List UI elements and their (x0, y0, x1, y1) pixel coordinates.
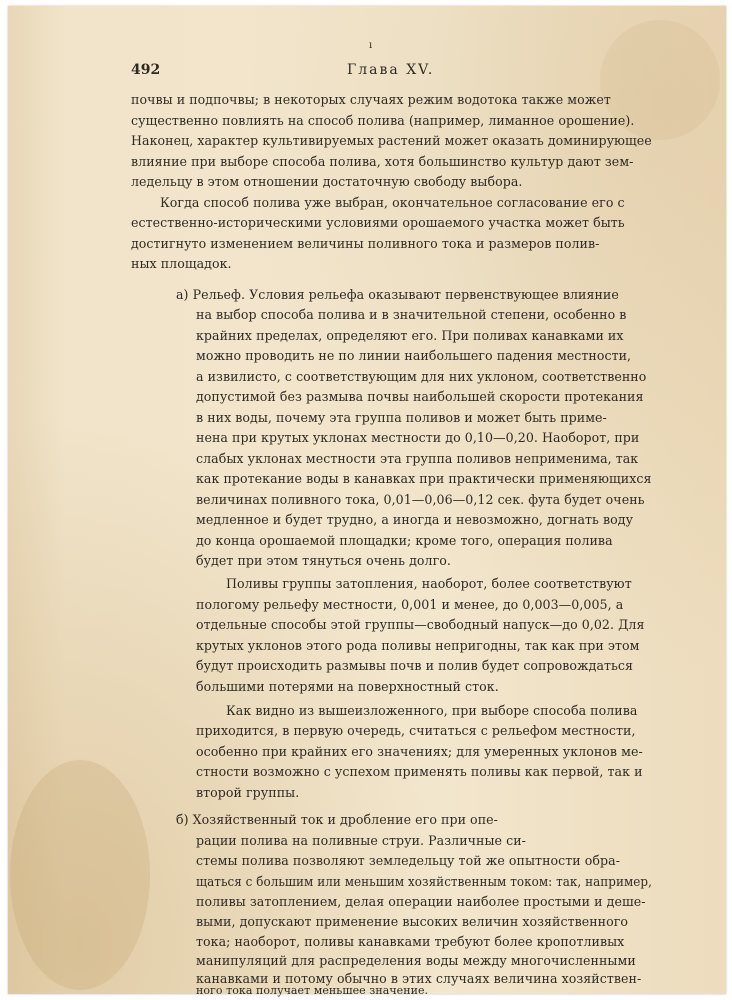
text-line: в них воды, почему эта группа поливов и может быть приме- (196, 410, 607, 425)
text-line: слабых уклонах местности эта группа поливов неприменима, так (196, 451, 639, 466)
text-line: стемы полива позволяют земледельцу той же опытности обра- (196, 853, 620, 868)
text-line: второй группы. (196, 785, 300, 800)
text-line: почвы и подпочвы; в некоторых случаях режим водотока также может (131, 92, 611, 107)
text-line: будет при этом тянуться очень долго. (196, 553, 451, 568)
text-line: канавками и потому обычно в этих случаях величина хозяйствен- (196, 971, 642, 986)
text-line: до конца орошаемой площадки; кроме того, операция полива (196, 533, 613, 548)
text-line: будут происходить размывы почв и полив будет сопровождаться (196, 658, 634, 673)
paper-stain (10, 760, 150, 990)
text-line: нена при крутых уклонах местности до 0,10—0,20. Наоборот, при (196, 430, 640, 445)
text-line: стности возможно с успехом применять поливы как первой, так и (196, 764, 643, 779)
text-line: а извилисто, с соответствующим для них уклоном, соответственно (196, 369, 647, 384)
text-line: поливы затоплением, делая операции наиболее простыми и деше- (196, 894, 646, 909)
text-line: ного тока получает меньшее значение. (196, 984, 429, 997)
text-line: как протекание воды в канавках при практически применяющихся (196, 471, 652, 486)
text-line: выми, допускают применение высоких величин хозяйственного (196, 914, 629, 929)
text-line: крутых уклонов этого рода поливы непригодны, так как при этом (196, 638, 640, 653)
text-line: особенно при крайних его значениях; для умеренных уклонов ме- (196, 744, 643, 759)
text-line: тока; наоборот, поливы канавками требуют более кропотливых (196, 934, 625, 949)
text-line: Наконец, характер культивируемых растений может оказать доминирующее (131, 133, 652, 148)
print-mark: ı (369, 40, 373, 51)
text-line: пологому рельефу местности, 0,001 и менее, до 0,003—0,005, а (196, 597, 624, 612)
text-line: приходится, в первую очередь, считаться с рельефом местности, (196, 723, 636, 738)
text-line: Как видно из вышеизложенного, при выборе способа полива (226, 703, 638, 718)
text-line: ных площадок. (131, 256, 232, 271)
text-line: Поливы группы затопления, наоборот, более соответствуют (226, 576, 632, 591)
text-line: на выбор способа полива и в значительной степени, особенно в (196, 307, 627, 322)
chapter-title: Глава XV. (347, 62, 435, 78)
text-line: щаться с большим или меньшим хозяйственным током: так, например, (196, 874, 652, 889)
text-line: б) Хозяйственный ток и дробление его при опе- (176, 812, 498, 827)
text-line: ледельцу в этом отношении достаточную свободу выбора. (131, 174, 523, 189)
text-line: достигнуто изменением величины поливного тока и размеров полив- (131, 236, 600, 251)
text-line: большими потерями на поверхностный сток. (196, 679, 499, 694)
text-line: рации полива на поливные струи. Различные си- (196, 833, 526, 848)
text-line: влияние при выборе способа полива, хотя большинство культур дают зем- (131, 154, 634, 169)
text-line: Когда способ полива уже выбран, окончательное согласование его с (160, 195, 625, 210)
text-line: допустимой без размыва почвы наибольшей скорости протекания (196, 389, 644, 404)
text-line: крайних пределах, определяют его. При поливах канавками их (196, 328, 624, 343)
text-line: а) Рельеф. Условия рельефа оказывают первенствующее влияние (176, 287, 619, 302)
page-number: 492 (131, 62, 161, 78)
text-line: можно проводить не по линии наибольшего падения местности, (196, 348, 632, 363)
text-line: отдельные способы этой группы—свободный напуск—до 0,02. Для (196, 617, 645, 632)
text-line: манипуляций для распределения воды между многочисленными (196, 953, 636, 968)
text-line: медленное и будет трудно, а иногда и невозможно, догнать воду (196, 512, 634, 527)
text-line: естественно-историческими условиями орошаемого участка может быть (131, 215, 625, 230)
text-line: существенно повлиять на способ полива (например, лиманное орошение). (131, 113, 635, 128)
text-line: величинах поливного тока, 0,01—0,06—0,12 сек. фута будет очень (196, 492, 645, 507)
